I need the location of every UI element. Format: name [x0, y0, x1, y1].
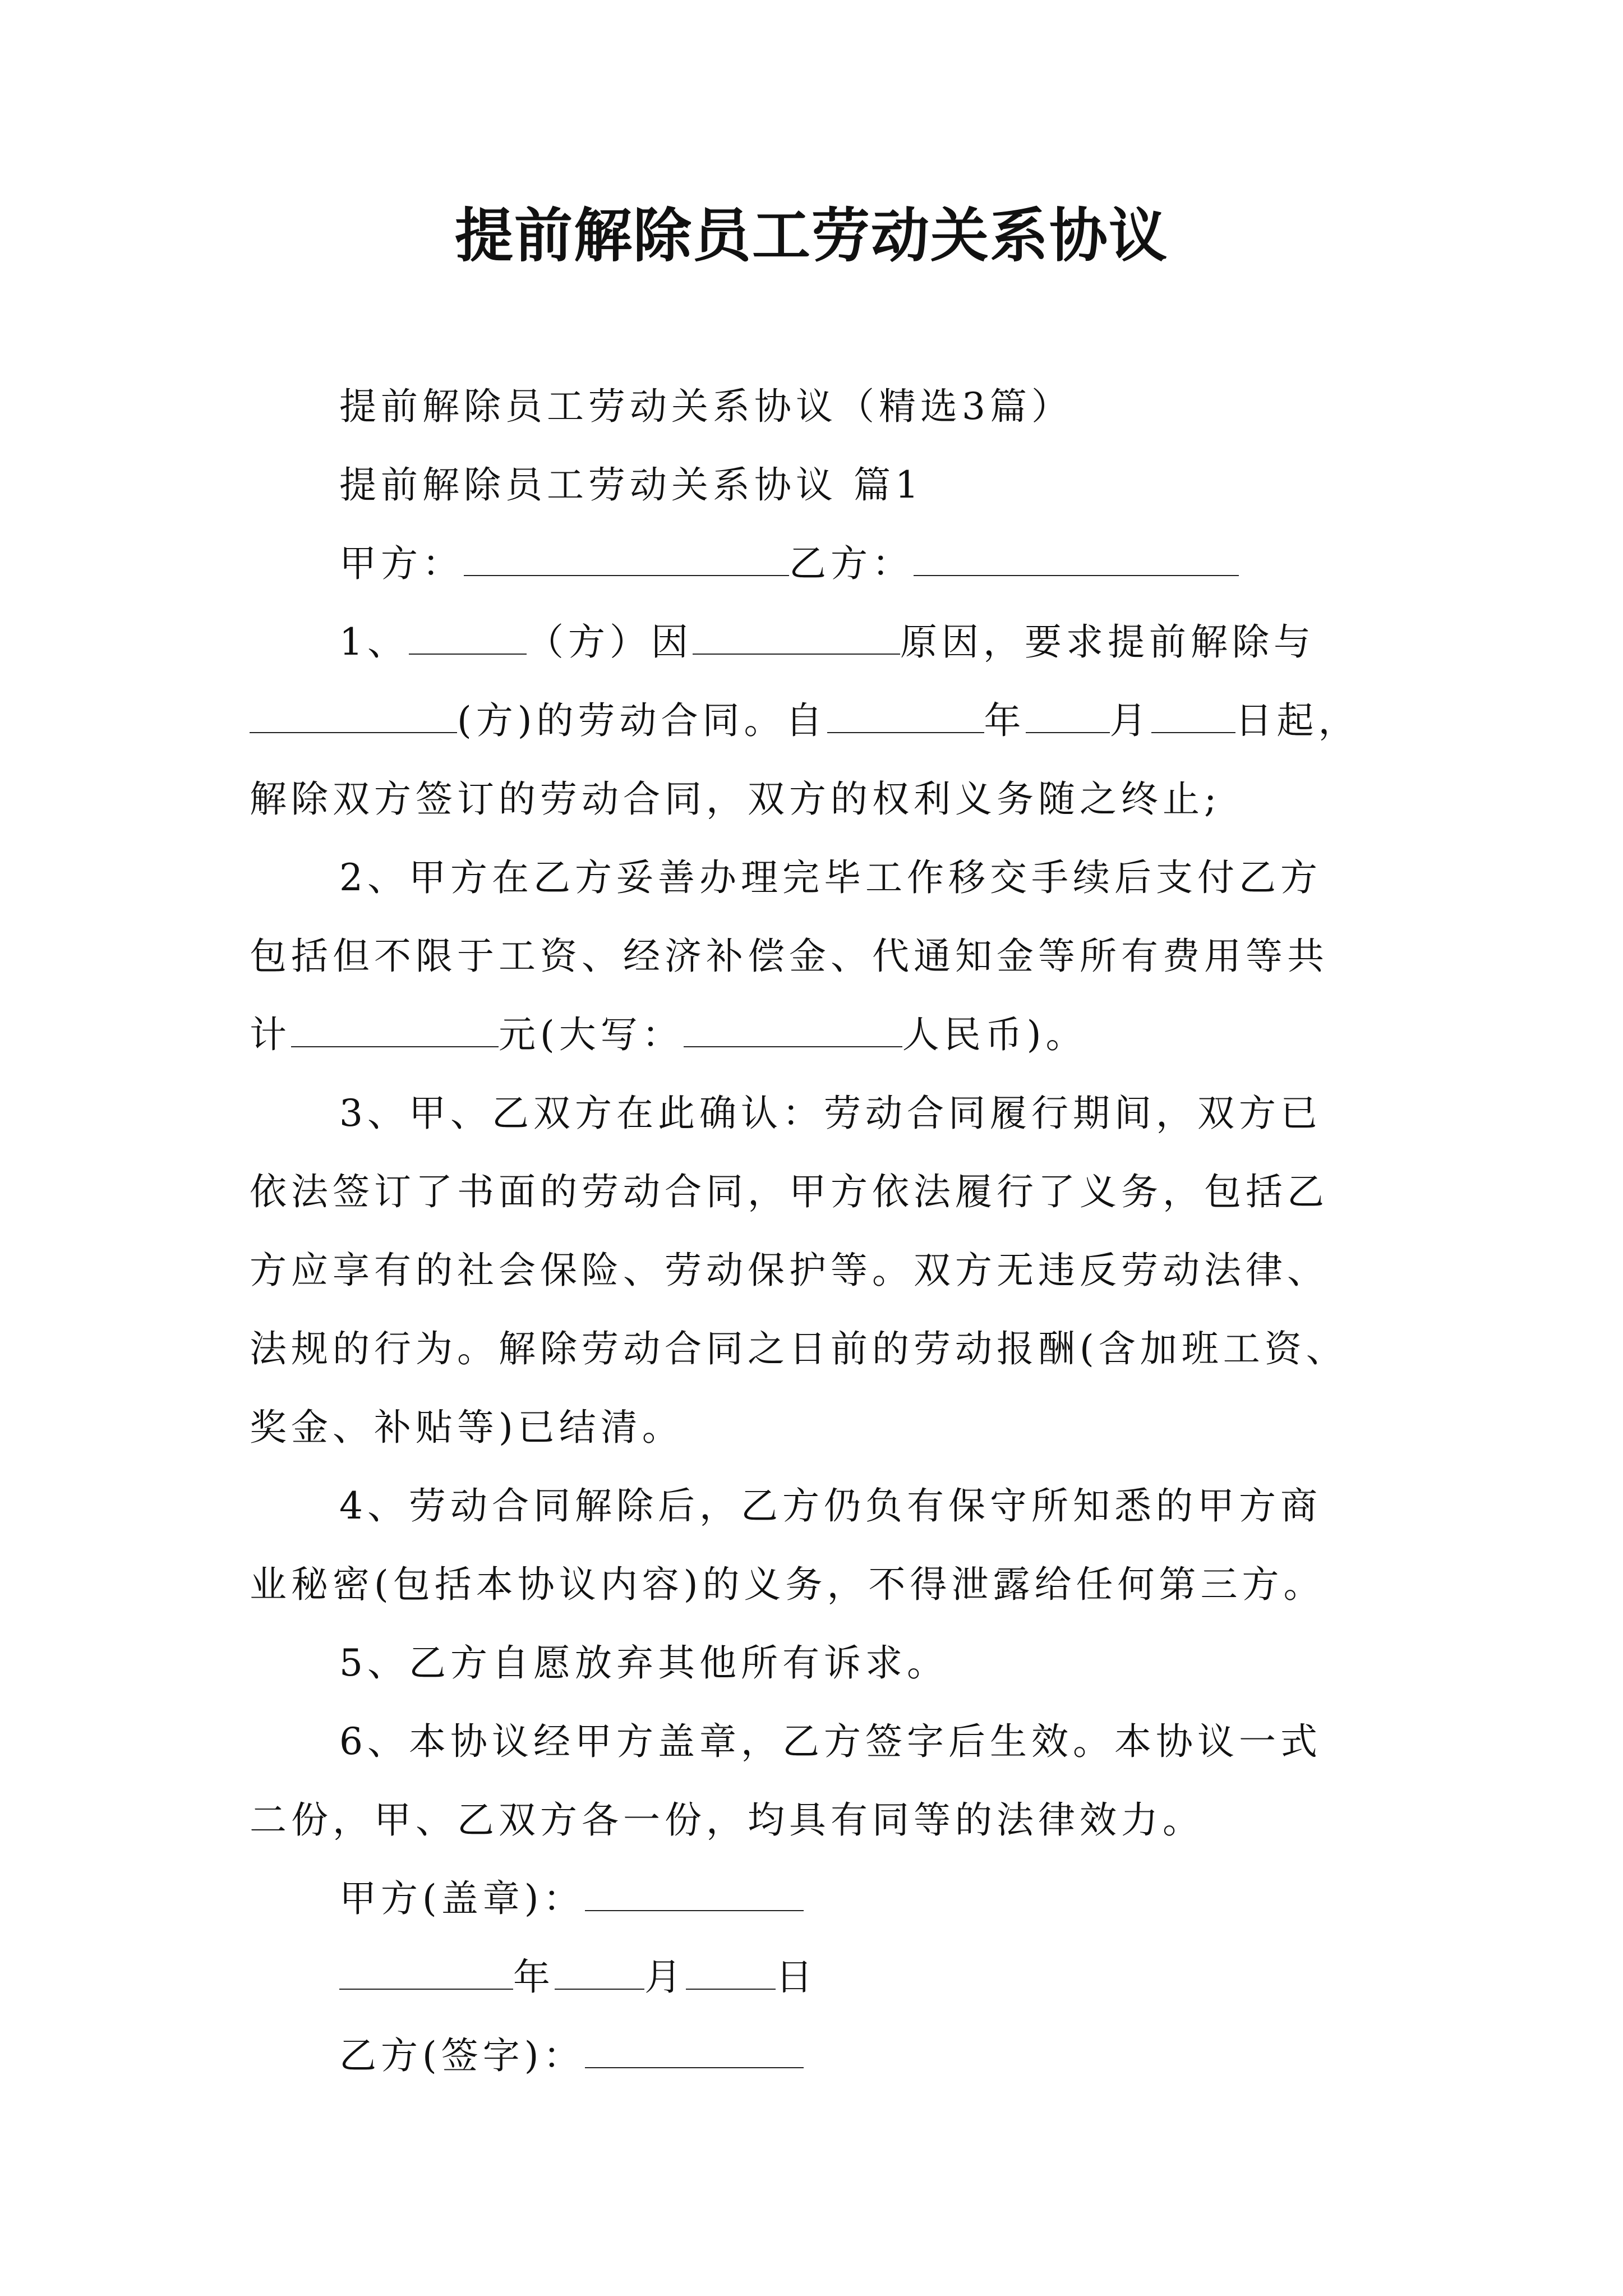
document-title: 提前解除员工劳动关系协议	[454, 201, 1168, 270]
party-a-seal-line	[250, 1860, 1388, 1938]
year-label: 年	[513, 1955, 555, 1999]
clause-3-line-1: 3、甲、乙双方在此确认：劳动合同履行期间，双方已	[339, 1092, 1322, 1135]
clause-text: 年	[984, 699, 1026, 742]
parties-line	[250, 524, 1388, 603]
clause-4-line-2: 业秘密(包括本协议内容)的义务，不得泄露给任何第三方。	[250, 1563, 1325, 1606]
subtitle: 提前解除员工劳动关系协议（精选3篇）	[339, 385, 1073, 428]
clause-1-line-3: 解除双方签订的劳动合同，双方的权利义务随之终止;	[250, 777, 1221, 821]
clause-1-number: 1、	[339, 620, 409, 664]
month-blank	[555, 1956, 644, 1990]
party-a-label: 甲方：	[339, 542, 464, 585]
party-b-label: 乙方：	[789, 542, 914, 585]
clause-text: (方)的劳动合同。自	[457, 699, 827, 742]
clause-text: 人民币)。	[902, 1013, 1087, 1056]
clause-2-line-1: 2、甲方在乙方妥善办理完毕工作移交手续后支付乙方	[339, 856, 1322, 899]
blank	[693, 621, 900, 655]
year-blank	[339, 1956, 513, 1990]
blank	[250, 700, 457, 733]
clause-text: 月	[1109, 699, 1151, 742]
amount-words-blank	[684, 1014, 902, 1047]
party-b-sign-label: 乙方(签字)：	[339, 2034, 585, 2077]
section-heading: 提前解除员工劳动关系协议 篇1	[339, 463, 923, 507]
party-b-sign-line	[250, 2017, 1388, 2095]
clause-4-line-1: 4、劳动合同解除后，乙方仍负有保守所知悉的甲方商	[339, 1484, 1322, 1527]
date-line	[250, 1938, 1388, 2017]
party-b-sign-blank	[585, 2035, 804, 2068]
clause-6-line-2: 二份，甲、乙双方各一份，均具有同等的法律效力。	[250, 1798, 1204, 1842]
clause-3-line-5: 奖金、补贴等)已结清。	[250, 1406, 684, 1449]
party-b-blank	[914, 542, 1239, 576]
clause-6-line-1: 6、本协议经甲方盖章，乙方签字后生效。本协议一式	[339, 1720, 1322, 1763]
clause-text: （方）因	[527, 620, 693, 664]
clause-2-line-3	[250, 996, 1388, 1074]
clause-text: 原因，要求提前解除与	[900, 620, 1315, 664]
clause-5-line-1: 5、乙方自愿放弃其他所有诉求。	[339, 1641, 948, 1685]
month-label: 月	[644, 1955, 686, 1999]
day-label: 日	[776, 1955, 817, 1999]
clause-text: 元(大写：	[499, 1013, 684, 1056]
clause-text: 日起，	[1235, 699, 1360, 742]
clause-1-line-1	[250, 603, 1388, 682]
clause-text: 计	[250, 1013, 291, 1056]
document-body	[250, 367, 1388, 2095]
clause-3-line-4: 法规的行为。解除劳动合同之日前的劳动报酬(含加班工资、	[250, 1327, 1348, 1370]
amount-blank	[291, 1014, 499, 1047]
party-a-blank	[464, 542, 789, 576]
blank	[1151, 700, 1235, 733]
blank	[1026, 700, 1110, 733]
party-a-seal-blank	[585, 1878, 804, 1911]
clause-1-line-2	[250, 682, 1388, 760]
blank	[409, 621, 527, 655]
day-blank	[686, 1956, 776, 1990]
clause-2-line-2: 包括但不限于工资、经济补偿金、代通知金等所有费用等共	[250, 935, 1329, 978]
blank	[827, 700, 984, 733]
party-a-seal-label: 甲方(盖章)：	[339, 1877, 585, 1920]
clause-3-line-2: 依法签订了书面的劳动合同，甲方依法履行了义务，包括乙	[250, 1170, 1329, 1213]
clause-3-line-3: 方应享有的社会保险、劳动保护等。双方无违反劳动法律、	[250, 1249, 1329, 1292]
